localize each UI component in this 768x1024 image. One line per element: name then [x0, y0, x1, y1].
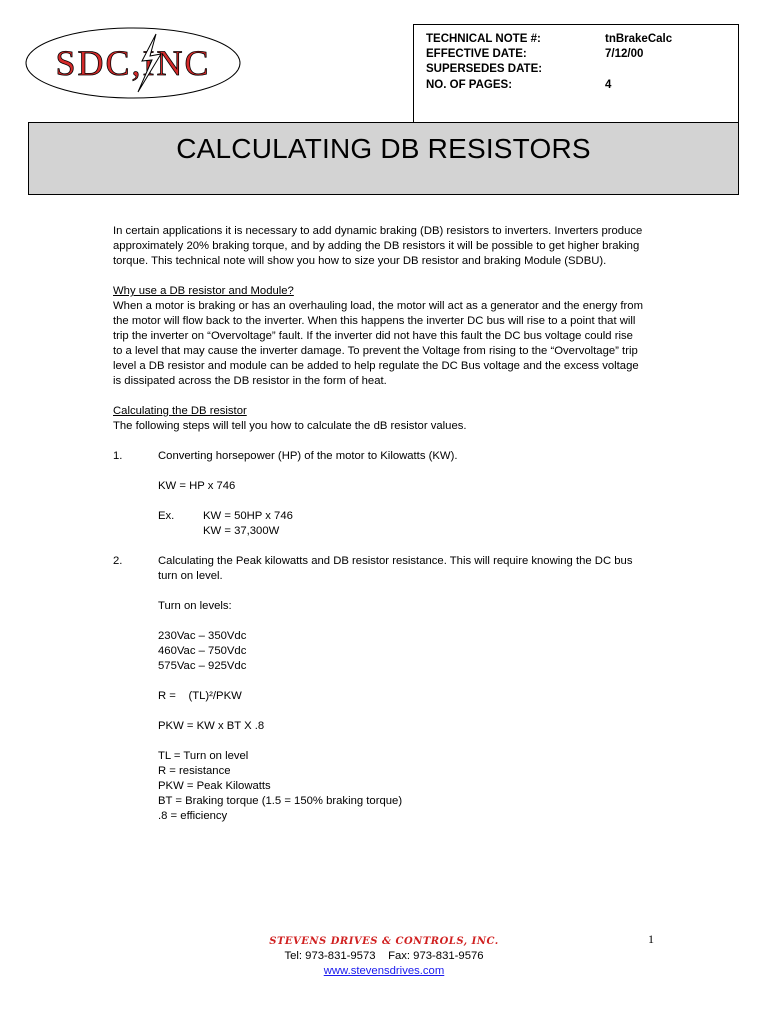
meta-key: EFFECTIVE DATE: — [426, 48, 527, 60]
step-1 — [113, 449, 643, 464]
definition: R = resistance — [158, 765, 231, 777]
calc-paragraph: The following steps will tell you how to calculate the dB resistor values. — [113, 420, 467, 432]
website-link[interactable]: www.stevensdrives.com — [323, 965, 445, 977]
kw-formula: KW = HP x 746 — [158, 480, 236, 492]
turn-on-level: 460Vac – 750Vdc — [158, 645, 247, 657]
company-logo — [24, 26, 242, 100]
example-line: KW = 37,300W — [203, 525, 280, 537]
definition: BT = Braking torque (1.5 = 150% braking torque) — [158, 795, 403, 807]
definition: PKW = Peak Kilowatts — [158, 780, 271, 792]
document-title: CALCULATING DB RESISTORS — [176, 133, 591, 164]
step-number: 2. — [113, 555, 123, 567]
example-block — [113, 509, 643, 539]
turn-on-level: 230Vac – 350Vdc — [158, 630, 247, 642]
logo-text: SDC,INC — [55, 43, 211, 83]
example-line: KW = 50HP x 746 — [203, 510, 293, 522]
intro-paragraph: In certain applications it is necessary to add dynamic braking (DB) resistors to inverters. Inverters produce approximately 20% braking torque, and by adding the DB resistors it will be possible to get higher braking torque. This technical note will show you how to size your DB resistor and braking Module (SDBU). — [113, 225, 643, 267]
resistance-formula: R = (TL)²/PKW — [158, 690, 242, 702]
meta-key: TECHNICAL NOTE #: — [426, 33, 541, 45]
meta-value: 4 — [605, 79, 612, 91]
meta-key: SUPERSEDES DATE: — [426, 63, 543, 75]
step-2 — [113, 554, 643, 584]
meta-key: NO. OF PAGES: — [426, 79, 513, 91]
definition: TL = Turn on level — [158, 750, 249, 762]
technical-note-info-box — [413, 24, 739, 122]
footer-company-name: STEVENS DRIVES & CONTROLS, INC. — [269, 936, 499, 947]
pkw-formula: PKW = KW x BT X .8 — [158, 720, 265, 732]
footer-contact: Tel: 973-831-9573 Fax: 973-831-9576 — [284, 950, 484, 962]
calc-heading: Calculating the DB resistor — [113, 405, 247, 417]
why-paragraph: When a motor is braking or has an overhauling load, the motor will act as a generator and the energy from the motor will flow back to the inverter. When this happens the inverter DC bus will rise to a point that will trip the inverter on “Overvoltage” fault. If the inverter did not have this fault the DC bus voltage could rise to a level that may cause the inverter damage. To prevent the Voltage from rising to the “Overvoltage” trip level a DB resistor and module can be added to help regulate the DC Bus voltage and the excess voltage is dissipated across the DB resistor in the form of heat. — [113, 300, 643, 387]
step-number: 1. — [113, 450, 123, 462]
title-banner — [28, 122, 739, 195]
document-body — [113, 224, 643, 824]
definition: .8 = efficiency — [158, 810, 228, 822]
page-number: 1 — [648, 932, 654, 946]
meta-value: 7/12/00 — [605, 48, 644, 60]
turn-on-heading: Turn on levels: — [158, 600, 232, 612]
step-text: Calculating the Peak kilowatts and DB resistor resistance. This will require knowing the DC bus turn on level. — [158, 555, 633, 582]
why-heading: Why use a DB resistor and Module? — [113, 285, 294, 297]
step-text: Converting horsepower (HP) of the motor to Kilowatts (KW). — [158, 450, 458, 462]
meta-value: tnBrakeCalc — [605, 33, 673, 45]
turn-on-level: 575Vac – 925Vdc — [158, 660, 247, 672]
example-label: Ex. — [158, 510, 175, 522]
